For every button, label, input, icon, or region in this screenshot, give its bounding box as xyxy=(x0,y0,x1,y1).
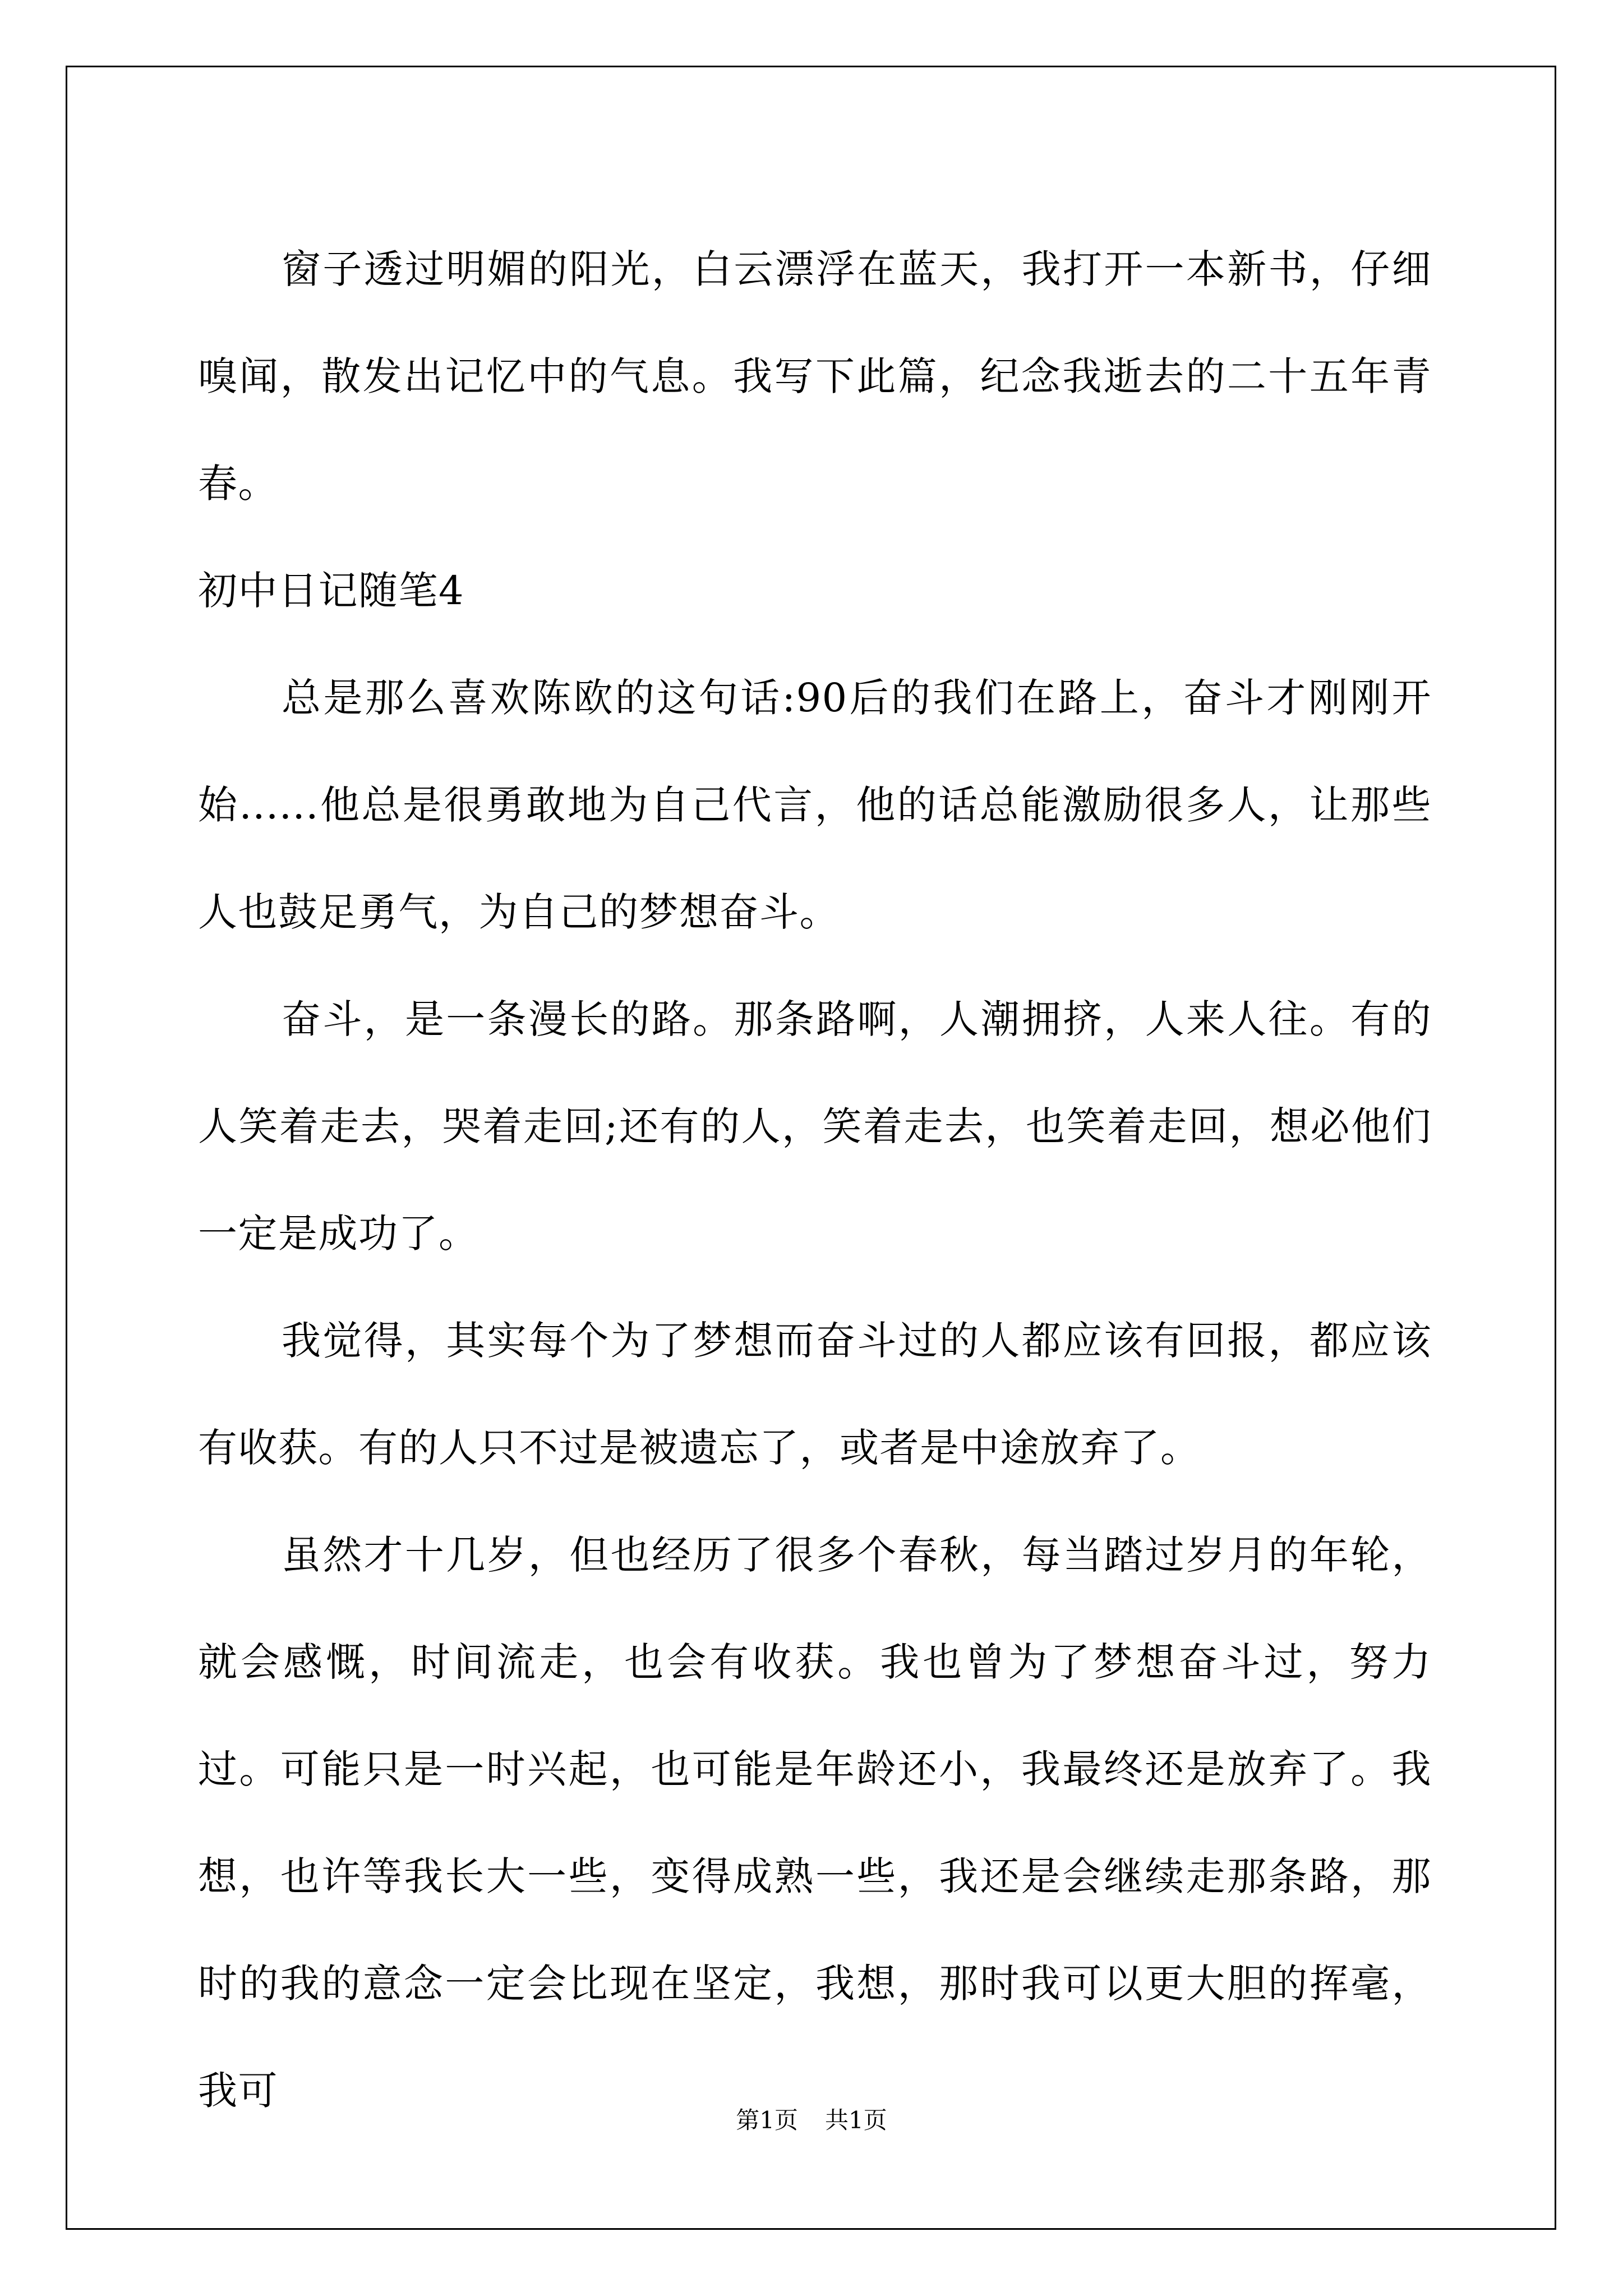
page-number: 第1页 xyxy=(736,2106,798,2134)
document-body xyxy=(198,216,1432,2145)
page-total: 共1页 xyxy=(825,2106,887,2134)
paragraph-1: 窗子透过明媚的阳光，白云漂浮在蓝天，我打开一本新书，仔细嗅闻，散发出记忆中的气息。我写下此篇，纪念我逝去的二十五年青春。 xyxy=(198,246,1432,507)
page-footer xyxy=(0,2104,1623,2137)
section-title: 初中日记随笔4 xyxy=(198,568,465,614)
paragraph-3: 奋斗，是一条漫长的路。那条路啊，人潮拥挤，人来人往。有的人笑着走去，哭着走回;还有的人，笑着走去，也笑着走回，想必他们一定是成功了。 xyxy=(198,996,1432,1257)
paragraph-2: 总是那么喜欢陈欧的这句话:90后的我们在路上，奋斗才刚刚开始......他总是很勇敢地为自己代言，他的话总能激励很多人，让那些人也鼓足勇气，为自己的梦想奋斗。 xyxy=(198,675,1432,935)
paragraph-4: 我觉得，其实每个为了梦想而奋斗过的人都应该有回报，都应该有收获。有的人只不过是被遗忘了，或者是中途放弃了。 xyxy=(198,1318,1432,1471)
paragraph-5: 虽然才十几岁，但也经历了很多个春秋，每当踏过岁月的年轮，就会感慨，时间流走，也会有收获。我也曾为了梦想奋斗过，努力过。可能只是一时兴起，也可能是年龄还小，我最终还是放弃了。我想，也许等我长大一些，变得成熟一些，我还是会继续走那条路，那时的我的意念一定会比现在坚定，我想，那时我可以更大胆的挥毫，我可 xyxy=(198,1532,1432,2114)
